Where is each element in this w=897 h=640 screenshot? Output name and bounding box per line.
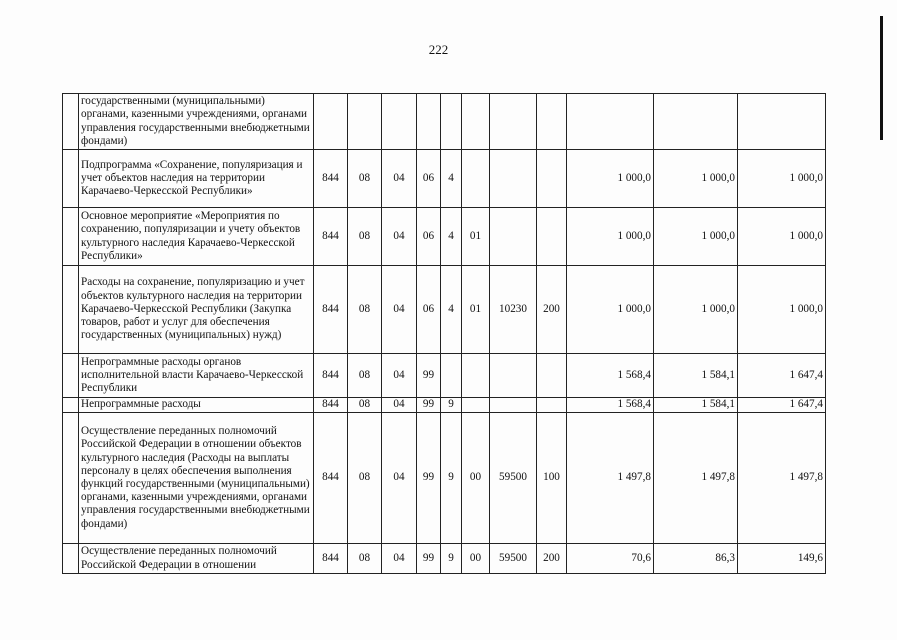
row-marker-cell bbox=[63, 398, 79, 413]
ministry-code: 844 bbox=[314, 354, 348, 398]
amount-year-2 bbox=[654, 94, 738, 150]
program-code: 06 bbox=[417, 208, 441, 266]
subprogram-code: 4 bbox=[441, 150, 462, 208]
direction-code bbox=[490, 94, 537, 150]
amount-year-1: 1 497,8 bbox=[567, 413, 654, 544]
event-code bbox=[462, 150, 490, 208]
amount-year-2: 1 584,1 bbox=[654, 354, 738, 398]
subsection-code: 04 bbox=[382, 398, 417, 413]
amount-year-2: 1 584,1 bbox=[654, 398, 738, 413]
amount-year-2: 1 497,8 bbox=[654, 413, 738, 544]
page-number: 222 bbox=[428, 42, 449, 57]
direction-code bbox=[490, 208, 537, 266]
subsection-code bbox=[382, 94, 417, 150]
table-row bbox=[63, 266, 826, 354]
table-row bbox=[63, 413, 826, 544]
expense-type-code bbox=[537, 94, 567, 150]
subsection-code: 04 bbox=[382, 208, 417, 266]
program-code: 06 bbox=[417, 266, 441, 354]
amount-year-2: 1 000,0 bbox=[654, 208, 738, 266]
row-description: Осуществление переданных полномочий Российской Федерации в отношении bbox=[79, 544, 314, 574]
event-code bbox=[462, 398, 490, 413]
amount-year-3: 1 647,4 bbox=[738, 354, 826, 398]
direction-code bbox=[490, 150, 537, 208]
section-code: 08 bbox=[348, 208, 382, 266]
event-code bbox=[462, 94, 490, 150]
expense-type-code bbox=[537, 398, 567, 413]
row-description: государственными (муниципальными) органами, казенными учреждениями, органами управления государственными внебюджетными фондами) bbox=[79, 94, 314, 150]
row-description: Подпрограмма «Сохранение, популяризация и учет объектов наследия на территории Карачаево-Черкесской Республики» bbox=[79, 150, 314, 208]
direction-code: 10230 bbox=[490, 266, 537, 354]
amount-year-3: 1 000,0 bbox=[738, 150, 826, 208]
row-marker-cell bbox=[63, 266, 79, 354]
subprogram-code bbox=[441, 354, 462, 398]
subprogram-code bbox=[441, 94, 462, 150]
subsection-code: 04 bbox=[382, 266, 417, 354]
section-code: 08 bbox=[348, 413, 382, 544]
subprogram-code: 9 bbox=[441, 544, 462, 574]
amount-year-1: 1 000,0 bbox=[567, 150, 654, 208]
section-code: 08 bbox=[348, 544, 382, 574]
section-code: 08 bbox=[348, 150, 382, 208]
row-description: Основное мероприятие «Мероприятия по сохранению, популяризации и учету объектов культурного наследия Карачаево-Черкесской Республики» bbox=[79, 208, 314, 266]
subprogram-code: 9 bbox=[441, 398, 462, 413]
subsection-code: 04 bbox=[382, 354, 417, 398]
subprogram-code: 4 bbox=[441, 208, 462, 266]
table-row bbox=[63, 544, 826, 574]
ministry-code: 844 bbox=[314, 544, 348, 574]
event-code: 00 bbox=[462, 413, 490, 544]
row-marker-cell bbox=[63, 150, 79, 208]
binding-mark bbox=[880, 16, 883, 140]
program-code: 06 bbox=[417, 150, 441, 208]
table-row bbox=[63, 94, 826, 150]
program-code: 99 bbox=[417, 544, 441, 574]
amount-year-1 bbox=[567, 94, 654, 150]
table-row bbox=[63, 208, 826, 266]
amount-year-3 bbox=[738, 94, 826, 150]
table-row bbox=[63, 398, 826, 413]
ministry-code: 844 bbox=[314, 413, 348, 544]
row-marker-cell bbox=[63, 208, 79, 266]
direction-code: 59500 bbox=[490, 544, 537, 574]
section-code: 08 bbox=[348, 266, 382, 354]
event-code bbox=[462, 354, 490, 398]
table-row bbox=[63, 354, 826, 398]
amount-year-1: 1 000,0 bbox=[567, 208, 654, 266]
event-code: 01 bbox=[462, 208, 490, 266]
row-marker-cell bbox=[63, 544, 79, 574]
direction-code: 59500 bbox=[490, 413, 537, 544]
ministry-code: 844 bbox=[314, 150, 348, 208]
event-code: 01 bbox=[462, 266, 490, 354]
row-marker-cell bbox=[63, 94, 79, 150]
subprogram-code: 4 bbox=[441, 266, 462, 354]
amount-year-3: 1 000,0 bbox=[738, 208, 826, 266]
subsection-code: 04 bbox=[382, 544, 417, 574]
event-code: 00 bbox=[462, 544, 490, 574]
amount-year-2: 1 000,0 bbox=[654, 266, 738, 354]
amount-year-2: 86,3 bbox=[654, 544, 738, 574]
section-code: 08 bbox=[348, 398, 382, 413]
row-description: Непрограммные расходы органов исполнительной власти Карачаево-Черкесской Республики bbox=[79, 354, 314, 398]
amount-year-3: 1 497,8 bbox=[738, 413, 826, 544]
program-code: 99 bbox=[417, 354, 441, 398]
program-code bbox=[417, 94, 441, 150]
expense-type-code: 200 bbox=[537, 544, 567, 574]
program-code: 99 bbox=[417, 413, 441, 544]
amount-year-1: 70,6 bbox=[567, 544, 654, 574]
amount-year-1: 1 000,0 bbox=[567, 266, 654, 354]
amount-year-3: 1 000,0 bbox=[738, 266, 826, 354]
row-marker-cell bbox=[63, 413, 79, 544]
ministry-code: 844 bbox=[314, 398, 348, 413]
direction-code bbox=[490, 354, 537, 398]
ministry-code: 844 bbox=[314, 266, 348, 354]
expense-type-code: 100 bbox=[537, 413, 567, 544]
amount-year-3: 1 647,4 bbox=[738, 398, 826, 413]
direction-code bbox=[490, 398, 537, 413]
section-code: 08 bbox=[348, 354, 382, 398]
amount-year-3: 149,6 bbox=[738, 544, 826, 574]
table-row bbox=[63, 150, 826, 208]
amount-year-2: 1 000,0 bbox=[654, 150, 738, 208]
row-description: Непрограммные расходы bbox=[79, 398, 314, 413]
expense-type-code bbox=[537, 354, 567, 398]
amount-year-1: 1 568,4 bbox=[567, 398, 654, 413]
expense-type-code bbox=[537, 150, 567, 208]
expense-type-code: 200 bbox=[537, 266, 567, 354]
amount-year-1: 1 568,4 bbox=[567, 354, 654, 398]
row-description: Расходы на сохранение, популяризацию и учет объектов культурного наследия на территории Карачаево-Черкесской Республики (Закупка товаров, работ и услуг для обеспечения государственных (муниципальных) нужд) bbox=[79, 266, 314, 354]
subprogram-code: 9 bbox=[441, 413, 462, 544]
program-code: 99 bbox=[417, 398, 441, 413]
ministry-code: 844 bbox=[314, 208, 348, 266]
row-marker-cell bbox=[63, 354, 79, 398]
subsection-code: 04 bbox=[382, 150, 417, 208]
subsection-code: 04 bbox=[382, 413, 417, 544]
budget-table bbox=[62, 93, 826, 574]
section-code bbox=[348, 94, 382, 150]
ministry-code bbox=[314, 94, 348, 150]
expense-type-code bbox=[537, 208, 567, 266]
row-description: Осуществление переданных полномочий Российской Федерации в отношении объектов культурного наследия (Расходы на выплаты персоналу в целях обеспечения выполнения функций государственными (муниципальными) органами, казенными учреждениями, органами управления государственными внебюджетными фондами) bbox=[79, 413, 314, 544]
